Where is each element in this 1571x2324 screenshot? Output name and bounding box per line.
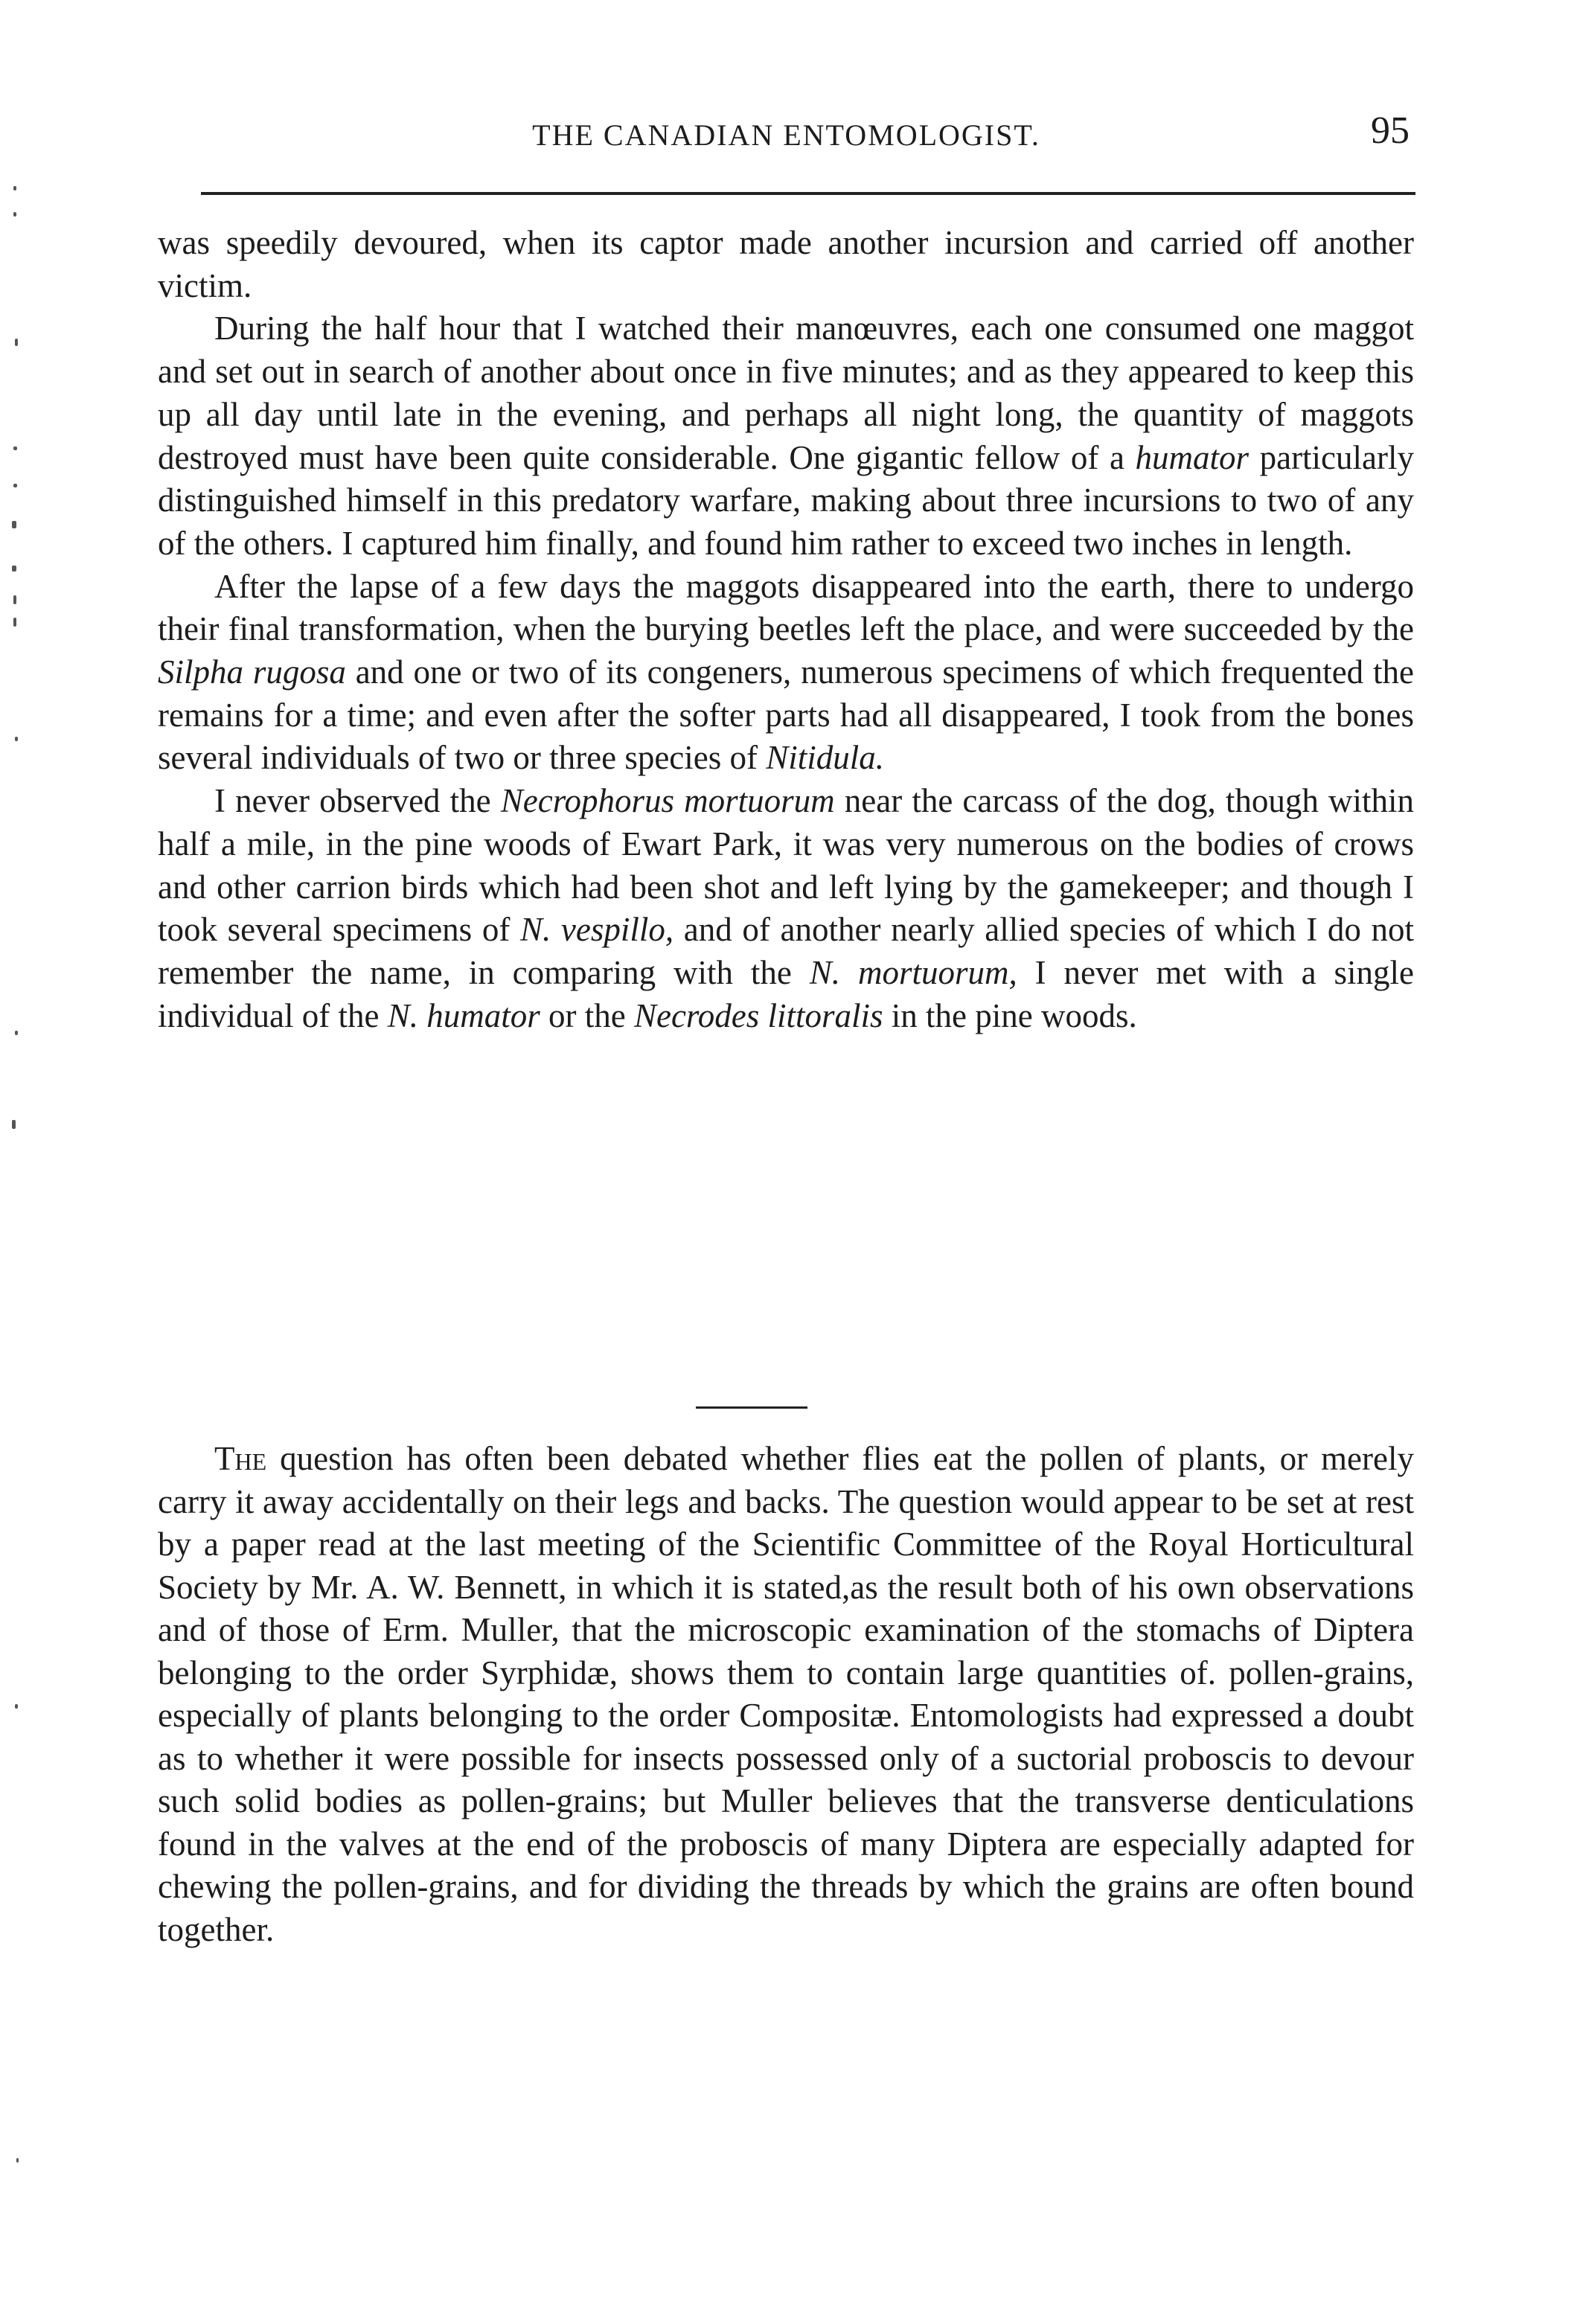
paragraph-text: in the pine woods. bbox=[883, 996, 1137, 1034]
speck-mark bbox=[15, 1704, 18, 1709]
paragraph-text: I never observed the bbox=[214, 782, 501, 820]
speck-mark bbox=[12, 566, 16, 572]
speck-mark bbox=[13, 186, 16, 191]
speck-mark bbox=[13, 484, 17, 487]
speck-mark bbox=[15, 1031, 18, 1035]
page-header bbox=[160, 109, 1412, 164]
speck-mark bbox=[13, 618, 16, 627]
speck-mark bbox=[15, 339, 18, 346]
italic-term: Necrophorus mortuorum bbox=[500, 782, 835, 820]
margin-specks bbox=[0, 0, 45, 2324]
speck-mark bbox=[15, 737, 18, 741]
italic-term: humator bbox=[1135, 438, 1250, 476]
italic-term: Silpha rugosa bbox=[158, 653, 346, 691]
running-title: THE CANADIAN ENTOMOLOGIST. bbox=[532, 118, 1040, 152]
paragraph bbox=[158, 307, 1414, 565]
italic-term: N. vespillo, bbox=[519, 911, 674, 949]
paragraph-text: particularly distinguished himself in this predatory warfare, making about three incursions to two of any of the others. I captured him finally, and found him rather to exceed two inches in length. bbox=[158, 438, 1414, 562]
paragraph-text: I never met with a single individual of the bbox=[158, 953, 1414, 1034]
speck-mark bbox=[13, 212, 16, 217]
speck-mark bbox=[12, 1120, 16, 1129]
section-divider bbox=[696, 1406, 807, 1409]
page-number: 95 bbox=[1371, 109, 1410, 152]
lead-word: The bbox=[214, 1440, 267, 1477]
italic-term: N. humator bbox=[387, 996, 540, 1034]
header-rule bbox=[201, 192, 1415, 195]
speck-mark bbox=[13, 595, 16, 604]
paragraph-text: After the lapse of a few days the maggots disappeared into the earth, there to undergo their final transformation, when the burying beetles left the place, and were succeeded by the bbox=[158, 567, 1414, 648]
article-body bbox=[158, 222, 1414, 1037]
paragraph-text: was speedily devoured, when its captor made another incursion and carried off another victim. bbox=[158, 224, 1414, 304]
paragraph-text: question has often been debated whether flies eat the pollen of plants, or merely carry it away accidentally on their legs and backs. The question would appear to be set at rest by a paper read at the last meeting of the Scientific Committee of the Royal Horticultural Society by Mr. A. W. Bennett, in which it is stated,as the result both of his own observations and of those of Erm. Muller, that the microscopic examination of the stomachs of Diptera belonging to the order Syrphidæ, shows them to contain large quantities of. pollen-grains, especially of plants belonging to the order Compositæ. Entomologists had expressed a doubt as to whether it were possible for insects possessed only of a suctorial proboscis to devour such solid bodies as pollen-grains; but Muller believes that the transverse denticulations found in the valves at the end of the proboscis of many Diptera are especially adapted for chewing the pollen-grains, and for dividing the threads by which the grains are often bound together. bbox=[158, 1440, 1414, 1948]
paragraph-text: near the carcass of the dog, though within half a mile, in the pine woods of Ewart Park, it was very numerous on the bodies of crows and other carrion birds which had been shot and left lying by the gamekeeper; and though I took several specimens of bbox=[158, 782, 1414, 949]
italic-term: N. mortuorum, bbox=[809, 953, 1017, 991]
speck-mark bbox=[13, 446, 17, 450]
paragraph bbox=[158, 1438, 1414, 1951]
second-article bbox=[158, 1438, 1414, 1951]
speck-mark bbox=[16, 2158, 19, 2163]
paragraph-text: and one or two of its congeners, numerous specimens of which frequented the remains for a time; and even after the softer parts had all disappeared, I took from the bones several individuals of two or three species of bbox=[158, 653, 1414, 777]
speck-mark bbox=[12, 521, 16, 528]
paragraph-text: or the bbox=[540, 996, 634, 1034]
paragraph bbox=[158, 566, 1414, 781]
paragraph-text: and of another nearly allied species of which I do not remember the name, in comparing with the bbox=[158, 911, 1414, 991]
italic-term: Nitidula. bbox=[766, 739, 885, 777]
paragraph-text: During the half hour that I watched their manœuvres, each one consumed one maggot and set out in search of another about once in five minutes; and as they appeared to keep this up all day until late in the evening, and perhaps all night long, the quantity of maggots destroyed must have been quite considerable. One gigantic fellow of a bbox=[158, 310, 1414, 476]
paragraph bbox=[158, 222, 1414, 307]
italic-term: Necrodes littoralis bbox=[633, 996, 883, 1034]
paragraph bbox=[158, 780, 1414, 1037]
